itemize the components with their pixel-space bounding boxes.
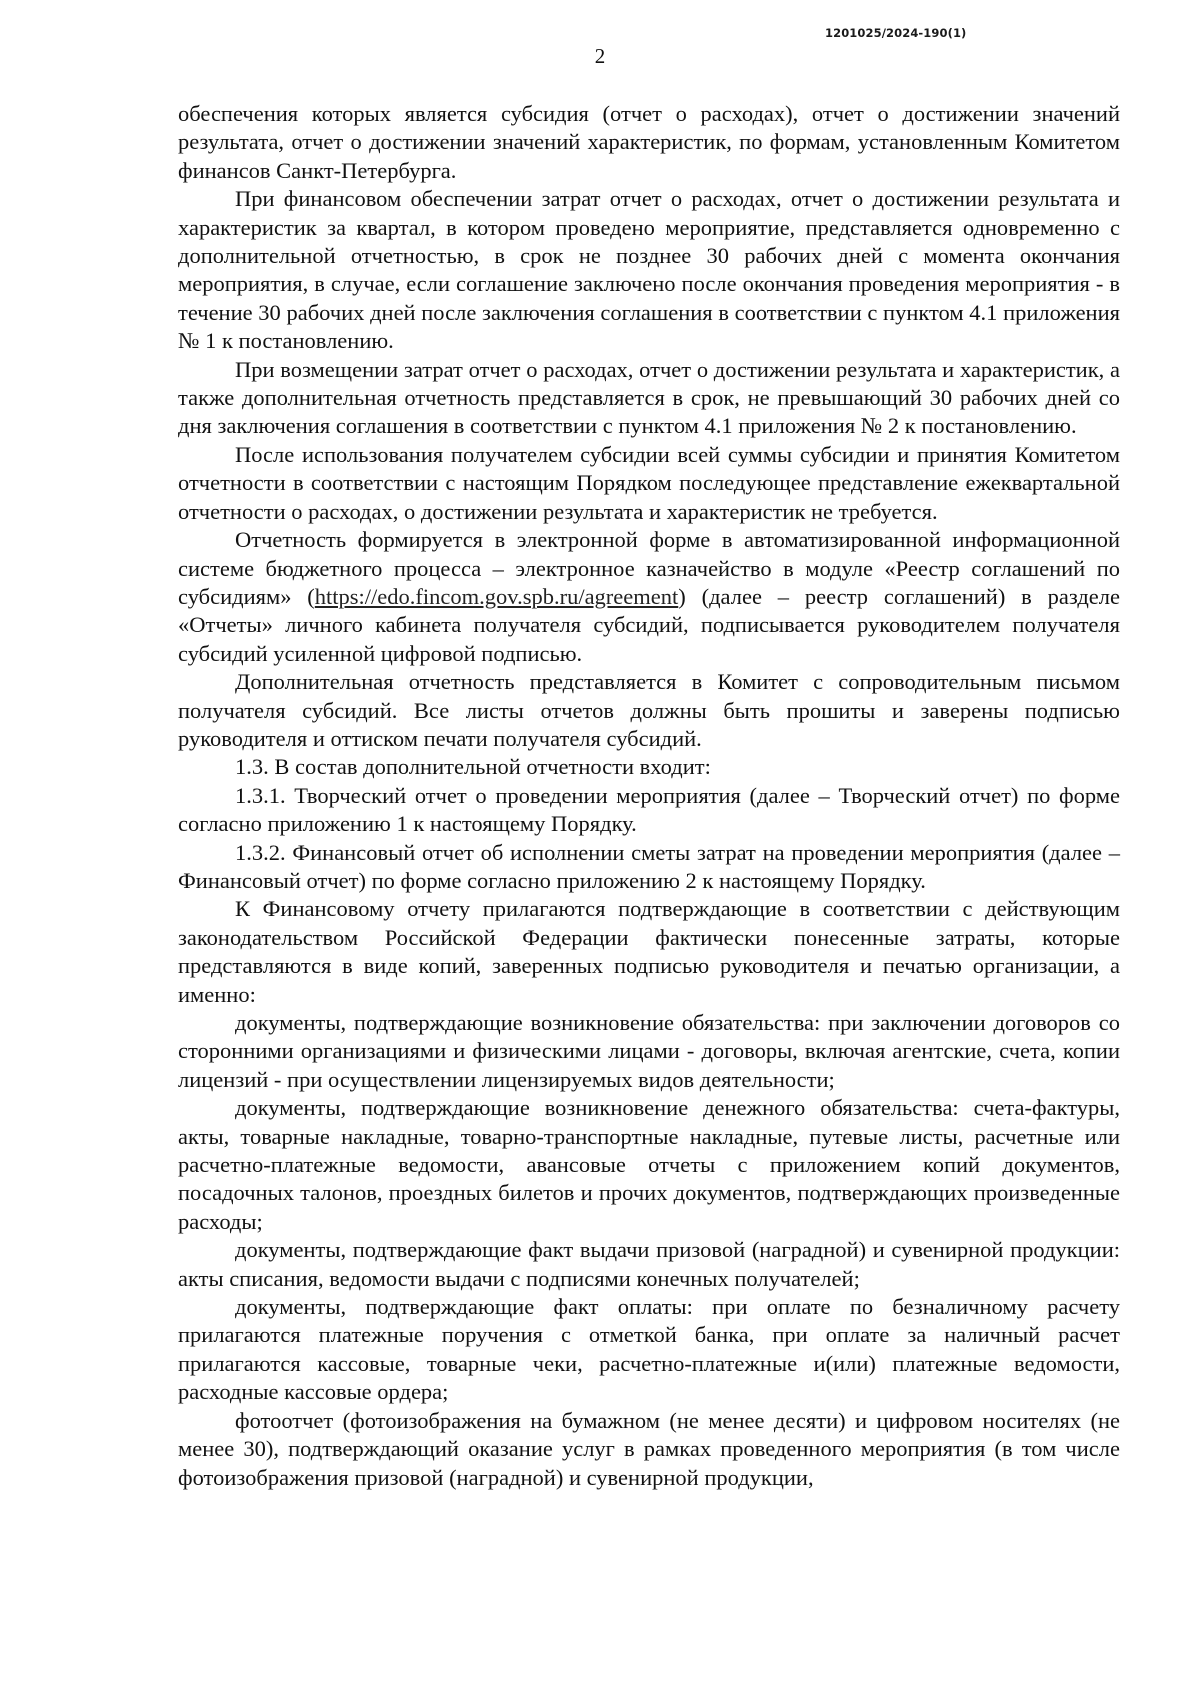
electronic-text-after: ) (далее – реестр соглашений) в разделе «Отчеты» личного кабинета получателя субсидий, подписывается руководителем получателя субсидий усиленной цифровой подписью. xyxy=(178,583,1121,666)
registry-link[interactable]: https://edo.fincom.gov.spb.ru/agreement xyxy=(314,583,679,609)
paragraph-prize-documents: документы, подтверждающие факт выдачи призовой (наградной) и сувенирной продукции: акты списания, ведомости выдачи с подписями конечных получателей; xyxy=(178,1237,1120,1291)
paragraph-1-3-2: 1.3.2. Финансовый отчет об исполнении сметы затрат на проведении мероприятия (далее – Финансовый отчет) по форме согласно приложению 2 к настоящему Порядку. xyxy=(178,839,1120,893)
paragraph-1-3: 1.3. В состав дополнительной отчетности входит: xyxy=(235,754,711,780)
paragraph-photo-report: фотоотчет (фотоизображения на бумажном (не менее десяти) и цифровом носителях (не менее 30), подтверждающий оказание услуг в рамках проведенного мероприятия (в том числе фотоизображения призовой (наградной) и сувенирной продукции, xyxy=(178,1407,1120,1490)
paragraph-reporting-forms: обеспечения которых является субсидия (отчет о расходах), отчет о достижении значений результата, отчет о достижении значений характеристик, по формам, установленным Комитетом финансов Санкт-Петербурга. xyxy=(178,101,1120,183)
paragraph-attachments: К Финансовому отчету прилагаются подтверждающие в соответствии с действующим законодательством Российской Федерации фактически понесенные затраты, которые представляются в виде копий, заверенных подписью руководителя и печатью организации, а именно: xyxy=(178,896,1120,1007)
paragraph-electronic-reporting xyxy=(178,526,1120,668)
paragraph-financing-costs: При финансовом обеспечении затрат отчет о расходах, отчет о достижении результата и характеристик за квартал, в котором проведено мероприятие, представляется одновременно с дополнительной отчетностью, в срок не позднее 30 рабочих дней с момента окончания мероприятия, в случае, если соглашение заключено после окончания проведения мероприятия - в течение 30 рабочих дней после заключения соглашения в соответствии с пунктом 4.1 приложения № 1 к постановлению. xyxy=(178,186,1120,354)
paragraph-1-3-1: 1.3.1. Творческий отчет о проведении мероприятия (далее – Творческий отчет) по форме согласно приложению 1 к настоящему Порядку. xyxy=(178,782,1120,837)
paragraph-additional-reporting: Дополнительная отчетность представляется в Комитет с сопроводительным письмом получателя субсидий. Все листы отчетов должны быть прошиты и заверены подписью руководителя и оттиском печати получателя субсидий. xyxy=(178,669,1120,751)
page-number: 2 xyxy=(594,44,606,68)
paragraph-cost-reimbursement: При возмещении затрат отчет о расходах, отчет о достижении результата и характеристик, а также дополнительная отчетность представляется в срок, не превышающий 30 рабочих дней со дня заключения соглашения в соответствии с пунктом 4.1 приложения № 2 к постановлению. xyxy=(178,356,1120,439)
paragraph-payment-documents: документы, подтверждающие факт оплаты: при оплате по безналичному расчету прилагаются платежные поручения с отметкой банка, при оплате за наличный расчет прилагаются кассовые, товарные чеки, расчетно-платежные и(или) платежные ведомости, расходные кассовые ордера; xyxy=(178,1294,1120,1405)
document-id: 1201025/2024-190(1) xyxy=(825,26,967,40)
paragraph-after-use: После использования получателем субсидии всей суммы субсидии и принятия Комитетом отчетности в соответствии с настоящим Порядком последующее представление ежеквартальной отчетности о расходах, о достижении результата и характеристик не требуется. xyxy=(178,441,1120,524)
document-body xyxy=(178,100,1120,1492)
paragraph-obligation-documents: документы, подтверждающие возникновение обязательства: при заключении договоров со сторонними организациями и физическими лицами - договоры, включая агентские, счета, копии лицензий - при осуществлении лицензируемых видов деятельности; xyxy=(178,1010,1120,1092)
paragraph-monetary-obligation-documents: документы, подтверждающие возникновение денежного обязательства: счета-фактуры, акты, товарные накладные, товарно-транспортные накладные, путевые листы, расчетные или расчетно-платежные ведомости, авансовые отчеты с приложением копий документов, посадочных талонов, проездных билетов и прочих документов, подтверждающих произведенные расходы; xyxy=(178,1095,1120,1234)
electronic-text-before: Отчетность формируется в электронной форме в автоматизированной информационной системе бюджетного процесса – электронное казначейство в модуле «Реестр соглашений по субсидиям» ( xyxy=(178,527,1120,609)
